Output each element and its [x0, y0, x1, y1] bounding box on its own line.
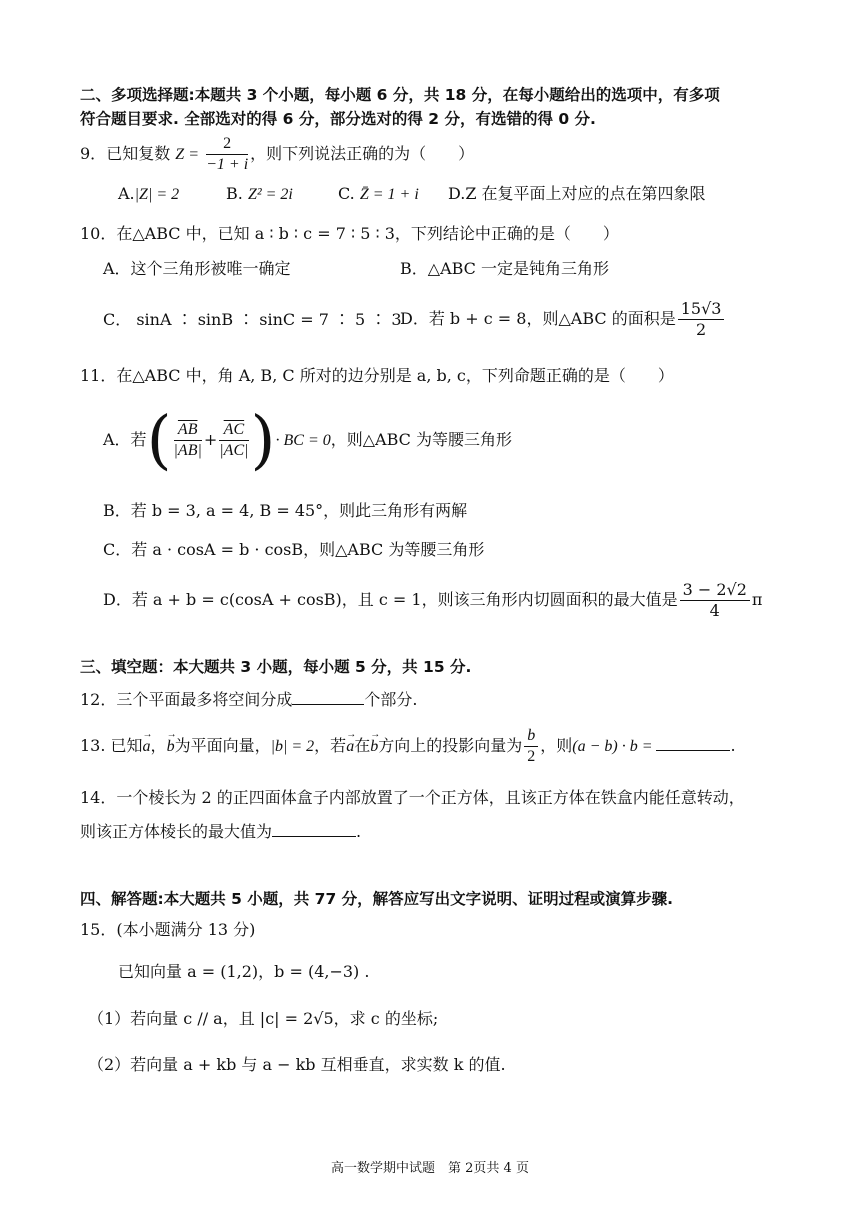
q10-optA: A．这个三角形被唯一确定: [103, 259, 291, 278]
q12-text-b: 个部分.: [364, 690, 418, 709]
q11-optD-frac-top: 3 − 2√2: [680, 580, 750, 601]
q11-optA-f1-top: $\overline{AB}$: [174, 420, 202, 441]
q11-optA-fraction-2: [219, 420, 248, 461]
section2-header-line2: 符合题目要求. 全部选对的得 6 分，部分选对的得 2 分，有选错的得 0 分.: [80, 110, 596, 128]
q11-optC: C．若 a · cosA = b · cosB，则△ABC 为等腰三角形: [103, 540, 485, 559]
q10-optD-fraction: [678, 299, 725, 340]
q9-optB-label: B.: [226, 184, 243, 203]
q11-optD-pi: π: [751, 590, 763, 609]
q10-optD-text: D．若 b + c = 8，则△ABC 的面积是: [400, 309, 676, 328]
question-9-text-b: ，则下列说法正确的为（ ）: [250, 144, 475, 163]
q11-optA: [103, 404, 512, 477]
q13-answer-blank[interactable]: [656, 734, 730, 751]
q10-optD-frac-top: 15√3: [678, 299, 725, 320]
q9-optC-label: C.: [338, 184, 355, 203]
q11-optD-text: D．若 a + b = c(cosA + cosB)，且 c = 1，则该三角形内切圆面积的最大值是: [103, 590, 678, 609]
question-9-number: 9．: [80, 144, 107, 163]
q12-text-a: 12．三个平面最多将空间分成: [80, 690, 293, 709]
q10-optB: B．△ABC 一定是钝角三角形: [400, 259, 610, 278]
question-9-options: [118, 183, 706, 206]
q11-optA-plus: +: [203, 430, 218, 449]
q13-vec-b-2: b →: [370, 725, 378, 769]
question-11-stem: [80, 365, 674, 387]
q9-optB-math: Z² = 2i: [247, 186, 293, 203]
q13-vec-a-2: a →: [346, 725, 354, 769]
q11-optA-f2-top: $\overline{AC}$: [219, 420, 248, 441]
q14-text-b: .: [356, 822, 362, 841]
q15-number-line: 15．(本小题满分 13 分): [80, 920, 256, 939]
q13-text-b: 为平面向量，: [174, 736, 271, 755]
q9-optD-text: Z 在复平面上对应的点在第四象限: [465, 184, 706, 203]
q14-line2: [80, 820, 361, 843]
question-11-number: 11．: [80, 366, 117, 385]
q13-end: .: [730, 736, 736, 755]
q14-line1: 14．一个棱长为 2 的正四面体盒子内部放置了一个正方体，且该正方体在铁盒内能任意转动，: [80, 788, 745, 807]
question-9-fraction: [206, 134, 248, 175]
q13-text-a: 13. 已知: [80, 736, 143, 755]
question-11-text: 在△ABC 中，角 A, B, C 所对的边分别是 a, b, c，下列命题正确的是（ ）: [116, 366, 674, 385]
q13-text-d: 在: [354, 736, 371, 755]
question-13: [80, 724, 736, 769]
q11-optA-text-a: A．若: [103, 430, 147, 449]
q13-text-f: ，则: [540, 736, 573, 755]
q13-vec-a: a →: [143, 725, 151, 769]
q11-optD: [103, 578, 762, 622]
q9-optA-label: A.: [118, 184, 135, 203]
q13-fraction: [524, 726, 538, 767]
q15-part1: （1）若向量 c // a，且 |c| = 2√5，求 c 的坐标;: [88, 1009, 439, 1028]
q12-answer-blank[interactable]: [292, 688, 364, 705]
q10-optD: [400, 297, 726, 341]
q11-optA-fraction-1: [174, 420, 202, 461]
q11-optB: B．若 b = 3, a = 4, B = 45°，则此三角形有两解: [103, 501, 468, 520]
section4-header: 四、解答题:本大题共 5 小题，共 77 分，解答应写出文字说明、证明过程或演算步骤.: [80, 890, 674, 908]
q11-optA-f1-bottom: |AB|: [173, 442, 202, 459]
q11-optA-dot: · BC = 0: [275, 432, 331, 449]
q9-optD-label: D.: [448, 184, 466, 203]
q11-optA-left-paren: (: [146, 403, 172, 478]
section3-header: 三、填空题：本大题共 3 小题，每小题 5 分，共 15 分.: [80, 658, 472, 676]
q11-optA-text-b: ，则△ABC 为等腰三角形: [330, 430, 512, 449]
q11-optA-right-paren: ): [250, 403, 276, 478]
question-9-frac-bottom: −1 + i: [206, 156, 249, 173]
q13-norm: |b| = 2: [270, 738, 315, 755]
q10-optD-frac-bottom: 2: [695, 320, 707, 339]
section2-header-line1: 二、多项选择题:本题共 3 个小题，每小题 6 分，共 18 分，在每小题给出的选项中，有多项: [80, 86, 720, 104]
q13-expr: (a − b) · b =: [572, 738, 653, 755]
question-10-number: 10．: [80, 224, 117, 243]
q14-answer-blank[interactable]: [272, 820, 356, 837]
q13-comma: ，: [150, 736, 167, 755]
question-9-stem: [80, 132, 474, 177]
page-footer: 高一数学期中试题 第 2页共 4 页: [331, 1161, 529, 1176]
q10-optC: C． sinA ∶ sinB ∶ sinC = 7 ∶ 5 ∶ 3: [103, 310, 402, 329]
question-10-stem: [80, 223, 619, 245]
q15-part2: （2）若向量 a + kb 与 a − kb 互相垂直，求实数 k 的值.: [88, 1055, 506, 1074]
q13-vec-b: b →: [167, 725, 175, 769]
q11-optD-fraction: [680, 580, 750, 621]
q13-frac-bottom: 2: [527, 748, 536, 765]
q9-optA-math: |Z| = 2: [134, 186, 180, 203]
q13-text-e: 方向上的投影向量为: [378, 736, 523, 755]
q11-optA-f2-bottom: |AC|: [219, 442, 249, 459]
q11-optD-frac-bottom: 4: [709, 601, 720, 620]
q13-text-c: ，若: [314, 736, 347, 755]
q15-given: 已知向量 a = (1,2)，b = (4,−3) .: [118, 962, 370, 981]
question-9-frac-top: 2: [206, 134, 248, 155]
question-12: [80, 688, 417, 711]
q14-text-a: 则该正方体棱长的最大值为: [80, 822, 273, 841]
question-9-text-a: 已知复数: [106, 144, 171, 163]
question-10-text: 在△ABC 中，已知 a ∶ b ∶ c = 7 ∶ 5 ∶ 3，下列结论中正确的是（ ）: [116, 224, 619, 243]
question-9-z-eq: Z =: [175, 146, 199, 163]
q9-optC-math: Z̄ = 1 + i: [359, 186, 419, 203]
q13-frac-top: b: [524, 726, 538, 747]
